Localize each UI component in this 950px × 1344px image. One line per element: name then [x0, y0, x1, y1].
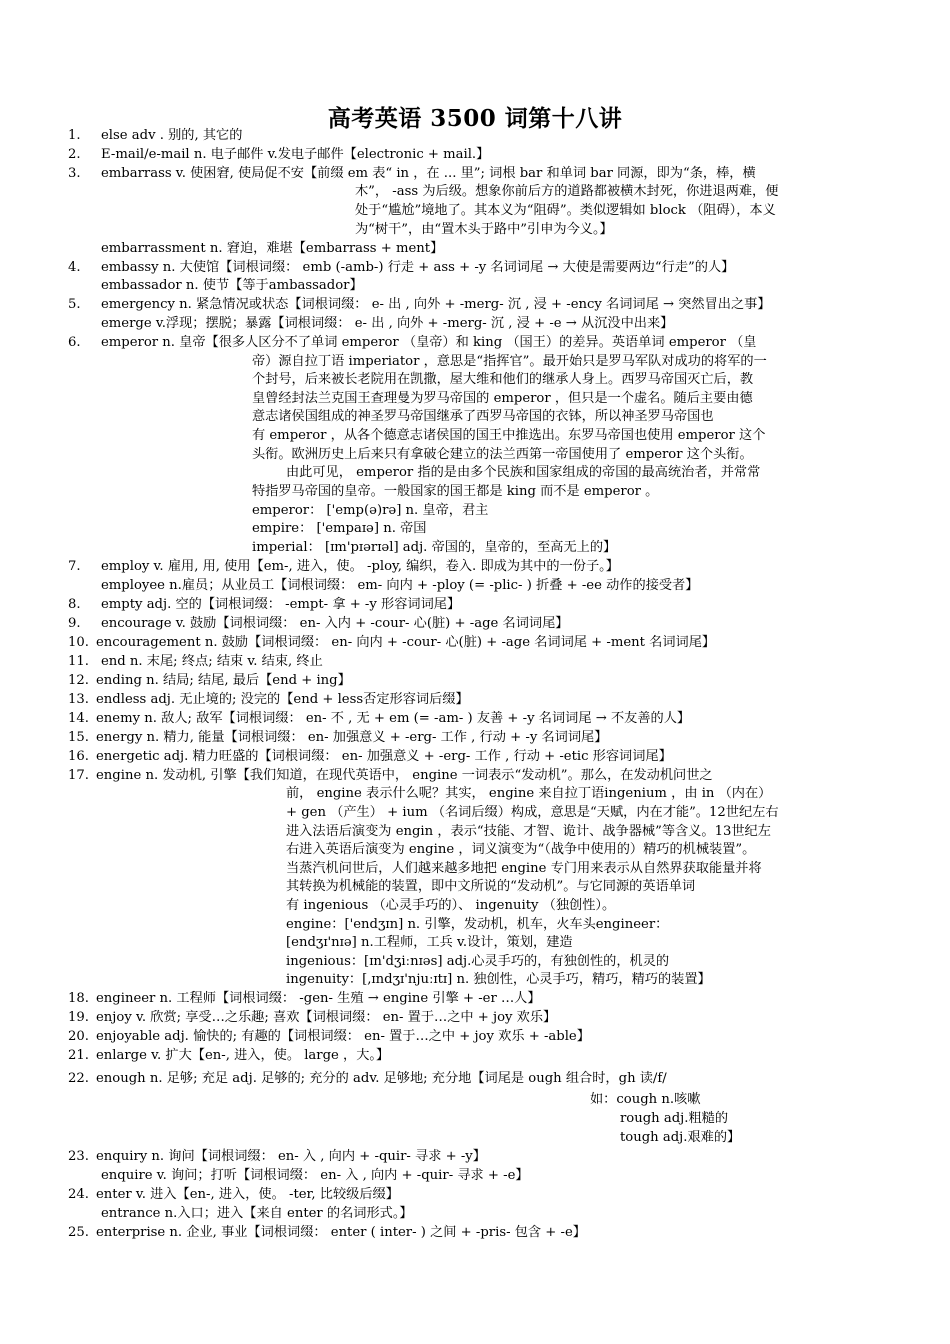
text-line: 21.	[68, 1048, 89, 1063]
text-line: engineer n. 工程师【词根词缀： -gen- 生殖 → engine 引擎 + -er …人】	[96, 991, 541, 1006]
text-line: 前， engine 表示什么呢？其实， engine 来自拉丁语ingenium ，由 in （内在）	[286, 786, 772, 801]
text-line: 6.	[68, 335, 81, 350]
text-line: 由此可见， emperor 指的是由多个民族和国家组成的帝国的最高统治者，并常常	[286, 465, 761, 480]
text-line: 木”， -ass 为后级。想象你前后方的道路都被横木封死，你进退两难，便	[355, 184, 779, 199]
text-line: ingenious：[ɪn'dʒiːnɪəs] adj.心灵手巧的，有独创性的，机灵的	[286, 954, 670, 969]
text-line: 如：cough n.咳嗽	[590, 1092, 701, 1107]
text-line: 10.	[68, 635, 89, 650]
text-line: 有 emperor ，从各个德意志诸侯国的国王中推选出。东罗马帝国也使用 emperor 这个	[252, 428, 766, 443]
text-line: enjoyable adj. 愉快的; 有趣的【词根词缀： en- 置于…之中 + joy 欢乐 + -able】	[96, 1029, 590, 1044]
text-line: embarrassment n. 窘迫，难堪【embarrass + ment】	[101, 241, 444, 256]
text-line: embassador n. 使节【等于ambassador】	[101, 278, 363, 293]
text-line: 为“树干”，由“置木头于路中”引申为今义。】	[355, 222, 613, 237]
text-line: 8.	[68, 597, 81, 612]
text-line: emerge v.浮现；摆脱；暴露【词根词缀： e- 出 , 向外 + -merg- 沉 , 浸 + -e → 从沉没中出来】	[101, 316, 674, 331]
text-line: [endʒɪ'nɪə] n.工程师，工兵 v.设计，策划，建造	[286, 935, 573, 950]
text-line: 当蒸汽机问世后，人们越来越多地把 engine 专门用来表示从自然界获取能量并将	[286, 861, 762, 876]
text-line: encouragement n. 鼓励【词根词缀： en- 向内 + -cour- 心(脏) + -age 名词词尾 + -ment 名词词尾】	[96, 635, 716, 650]
text-line: 16.	[68, 749, 89, 764]
text-line: 头衔。欧洲历史上后来只有拿破仑建立的法兰西第一帝国使用了 emperor 这个头衔。	[252, 447, 753, 462]
text-line: emperor n. 皇帝【很多人区分不了单词 emperor （皇帝）和 king （国王）的差异。英语单词 emperor （皇	[101, 335, 757, 350]
text-line: emperor： ['emp(ə)rə] n. 皇帝，君主	[252, 503, 489, 518]
text-line: 其转换为机械能的装置，即中文所说的“发动机”。与它同源的英语单词	[286, 879, 696, 894]
text-line: enterprise n. 企业, 事业【词根词缀： enter ( inter- ) 之间 + -pris- 包含 + -e】	[96, 1225, 586, 1240]
text-line: 特指罗马帝国的皇帝。一般国家的国王都是 king 而不是 emperor 。	[252, 484, 659, 499]
text-line: 9.	[68, 616, 81, 631]
text-line: 13.	[68, 692, 89, 707]
text-line: energetic adj. 精力旺盛的【词根词缀： en- 加强意义 + -erg- 工作 , 行动 + -etic 形容词词尾】	[96, 749, 672, 764]
text-line: 11.	[68, 654, 89, 669]
text-line: enquiry n. 询问【词根词缀： en- 入 , 向内 + -quir- 寻求 + -y】	[96, 1149, 486, 1164]
text-line: 18.	[68, 991, 89, 1006]
text-line: E-mail/e-mail n. 电子邮件 v.发电子邮件【electronic + mail.】	[101, 147, 490, 162]
text-line: employee n.雇员；从业员工【词根词缀： em- 向内 + -ploy (= -plic- ) 折叠 + -ee 动作的接受者】	[101, 578, 699, 593]
text-line: 皇曾经封法兰克国王查理曼为罗马帝国的 emperor ，但只是一个虚名。随后主要由德	[252, 391, 753, 406]
text-line: engine：['endʒɪn] n. 引擎，发动机，机车，火车头engineer：	[286, 917, 669, 932]
text-line: 帝）源自拉丁语 imperiator ，意思是“指挥官”。最开始只是罗马军队对成功的将军的一	[252, 354, 767, 369]
text-line: 4.	[68, 260, 81, 275]
text-line: empty adj. 空的【词根词缀： -empt- 拿 + -y 形容词词尾】	[101, 597, 461, 612]
text-line: enough n. 足够; 充足 adj. 足够的; 充分的 adv. 足够地; 充分地【词尾是 ough 组合时，gh 读/f/	[96, 1071, 667, 1086]
text-line: 个封号，后来被长老院用在凯撒，屋大维和他们的继承人身上。西罗马帝国灭亡后，教	[252, 372, 754, 387]
text-line: 有 ingenious （心灵手巧的）、 ingenuity （独创性）。	[286, 898, 616, 913]
text-line: end n. 末尾; 终点; 结束 v. 结束, 终止	[101, 654, 323, 669]
text-line: 7.	[68, 559, 81, 574]
text-line: enlarge v. 扩大【en-, 进入，使。 large ，大。】	[96, 1048, 390, 1063]
text-line: 24.	[68, 1187, 89, 1202]
text-line: energy n. 精力, 能量【词根词缀： en- 加强意义 + -erg- 工作 , 行动 + -y 名词词尾】	[96, 730, 608, 745]
text-line: 17.	[68, 768, 89, 783]
text-line: imperial： [ɪm'pɪərɪəl] adj. 帝国的，皇帝的，至高无上的】	[252, 540, 617, 555]
text-line: 5.	[68, 297, 81, 312]
text-line: 进入法语后演变为 engin ，表示“技能、才智、诡计、战争器械”等含义。13世纪左	[286, 824, 771, 839]
text-line: 25.	[68, 1225, 89, 1240]
text-line: else adv . 别的, 其它的	[101, 128, 243, 143]
text-line: employ v. 雇用, 用, 使用【em-, 进入，使。 -ploy, 编织，卷入. 即成为其中的一份子。】	[101, 559, 619, 574]
text-line: 处于“尴尬”境地了。其本义为“阻碍”。类似逻辑如 block （阻碍），本义	[355, 203, 776, 218]
text-line: engine n. 发动机, 引擎【我们知道，在现代英语中， engine 一词表示“发动机”。那么，在发动机问世之	[96, 768, 713, 783]
text-line: 意志诸侯国组成的神圣罗马帝国继承了西罗马帝国的衣钵，所以神圣罗马帝国也	[252, 409, 714, 424]
text-line: 1.	[68, 128, 81, 143]
text-line: 右进入英语后演变为 engine ，词义演变为“（战争中使用的）精巧的机械装置”。	[286, 842, 756, 857]
text-line: 12.	[68, 673, 89, 688]
text-line: ending n. 结局; 结尾, 最后【end + ing】	[96, 673, 351, 688]
text-line: 22.	[68, 1071, 89, 1086]
text-line: embassy n. 大使馆【词根词缀： emb (-amb-) 行走 + ass + -y 名词词尾 → 大使是需要两边“行走”的人】	[101, 260, 735, 275]
text-line: 3.	[68, 166, 81, 181]
text-line: enjoy v. 欣赏; 享受…之乐趣; 喜欢【词根词缀： en- 置于…之中 + joy 欢乐】	[96, 1010, 557, 1025]
page-title: 高考英语 3500 词第十八讲	[327, 105, 623, 132]
text-line: enemy n. 敌人; 敌军【词根词缀： en- 不 , 无 + em (= -am- ) 友善 + -y 名词词尾 → 不友善的人】	[96, 711, 691, 726]
text-line: encourage v. 鼓励【词根词缀： en- 入内 + -cour- 心(脏) + -age 名词词尾】	[101, 616, 569, 631]
text-line: rough adj.粗糙的	[620, 1111, 729, 1126]
text-line: + gen （产生） + ium （名词后缀）构成，意思是“天赋，内在才能”。12世纪左右	[286, 805, 779, 820]
text-line: endless adj. 无止境的; 没完的【end + less否定形容词后缀】	[96, 692, 469, 707]
text-line: embarrass v. 使困窘, 使局促不安【前缀 em 表“ in ，在 ... 里”; 词根 bar 和单词 bar 同源，即为“条，棒，横	[101, 166, 756, 181]
text-line: enter v. 进入【en-, 进入，使。 -ter, 比较级后缀】	[96, 1187, 399, 1202]
text-line: 14.	[68, 711, 89, 726]
text-line: tough adj.艰难的】	[620, 1130, 741, 1145]
text-line: 2.	[68, 147, 81, 162]
text-line: empire： ['empaɪə] n. 帝国	[252, 521, 427, 536]
text-line: 23.	[68, 1149, 89, 1164]
text-line: enquire v. 询问；打听【词根词缀： en- 入 , 向内 + -quir- 寻求 + -e】	[101, 1168, 529, 1183]
text-line: entrance n.入口；进入【来自 enter 的名词形式。】	[101, 1206, 413, 1221]
text-line: 20.	[68, 1029, 89, 1044]
text-line: 15.	[68, 730, 89, 745]
text-line: emergency n. 紧急情况或状态【词根词缀： e- 出 , 向外 + -merg- 沉 , 浸 + -ency 名词词尾 → 突然冒出之事】	[101, 297, 771, 312]
text-line: ingenuity：[,ɪndʒɪ'njuːɪtɪ] n. 独创性，心灵手巧，精巧，精巧的装置】	[286, 972, 711, 987]
text-line: 19.	[68, 1010, 89, 1025]
